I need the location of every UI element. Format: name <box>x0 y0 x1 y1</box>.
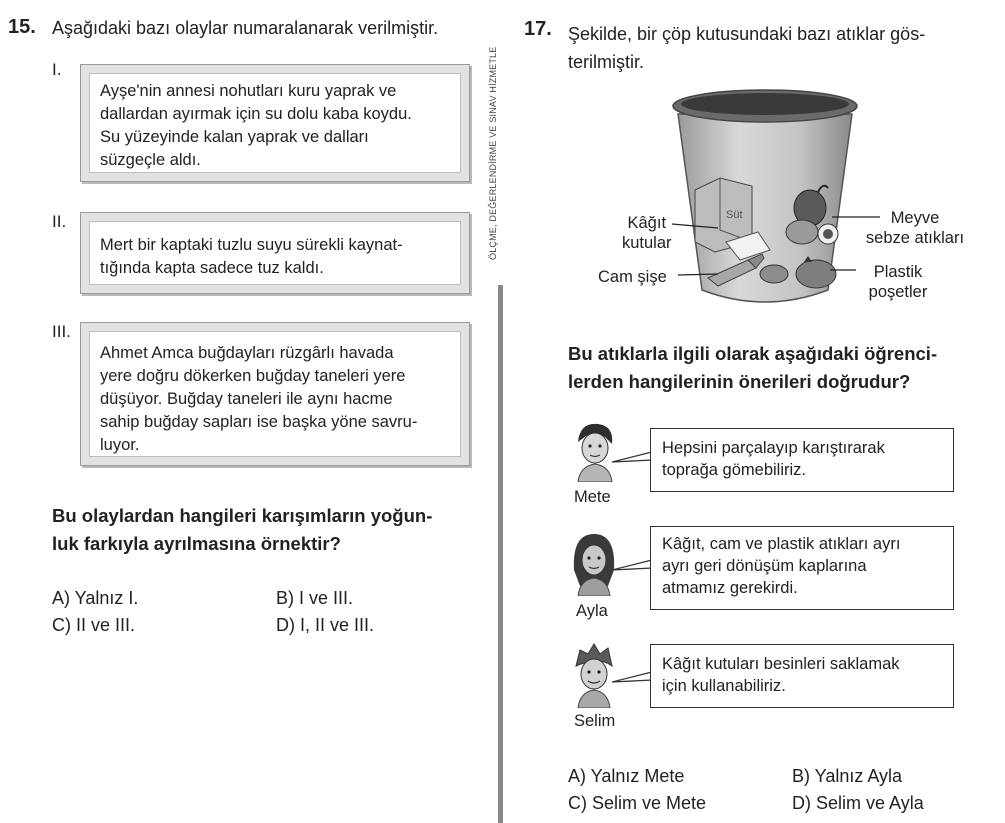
q17-option-b[interactable]: B) Yalnız Ayla <box>792 766 903 786</box>
speech-tail <box>612 668 654 688</box>
carton-text: Süt <box>726 209 743 221</box>
item-1-line: Ayşe'nin annesi nohutları kuru yaprak ve <box>100 82 397 100</box>
item-1-line: dallardan ayırmak için su dolu kaba koydu. <box>100 105 412 123</box>
student-name-mete: Mete <box>574 488 611 506</box>
q15-option-c[interactable]: C) II ve III. <box>52 615 136 635</box>
q15-question: Bu olaylardan hangileri karışımların yoğun- luk farkıyla ayrılmasına örnektir? <box>52 505 433 554</box>
speech-text-selim: Kâğıt kutuları besinleri saklamak için kullanabiliriz. <box>662 655 900 695</box>
item-1-line: Su yüzeyinde kalan yaprak ve dalları <box>100 128 369 146</box>
item-3-text <box>100 342 417 457</box>
item-1-line: süzgeçle aldı. <box>100 151 201 169</box>
item-2-text <box>100 234 403 280</box>
student-name-selim: Selim <box>574 712 616 730</box>
item-3-line: luyor. <box>100 436 140 454</box>
q17-number: 17. <box>524 18 552 40</box>
item-3-line: sahip buğday sapları ise başka yöne savru- <box>100 413 418 431</box>
student-name-ayla: Ayla <box>576 602 608 620</box>
q17-prompt: Şekilde, bir çöp kutusundaki bazı atıklar gös- terilmiştir. <box>568 24 926 72</box>
label-paper-cartons: Kâğıt kutular <box>622 214 672 252</box>
q15-number: 15. <box>8 16 36 38</box>
q17-option-d[interactable]: D) Selim ve Ayla <box>792 793 924 813</box>
label-plastic-bags: Plastik poşetler <box>868 263 928 301</box>
speech-text-mete: Hepsini parçalayıp karıştırarak toprağa gömebiliriz. <box>662 439 885 479</box>
column-divider <box>498 285 503 823</box>
q17-option-a[interactable]: A) Yalnız Mete <box>568 766 685 786</box>
item-2-line: Mert bir kaptaki tuzlu suyu sürekli kaynat- <box>100 236 403 254</box>
q17-option-c[interactable]: C) Selim ve Mete <box>568 793 707 813</box>
item-2-numeral: II. <box>52 212 67 231</box>
student-selim-avatar-icon <box>570 642 618 708</box>
item-3-line: düşüyor. Buğday taneleri ile aynı hacme <box>100 390 393 408</box>
bin-opening <box>681 93 849 115</box>
item-1-numeral: I. <box>52 60 62 79</box>
student-ayla-avatar-icon <box>570 530 618 596</box>
q15-option-d[interactable]: D) I, II ve III. <box>276 615 375 635</box>
item-3-line: Ahmet Amca buğdayları rüzgârlı havada <box>100 344 394 362</box>
item-3-line: yere doğru dökerken buğday taneleri yere <box>100 367 406 385</box>
label-glass-bottle: Cam şişe <box>598 268 667 286</box>
item-1-text <box>100 80 412 172</box>
speech-tail <box>612 448 654 468</box>
q15-option-b[interactable]: B) I ve III. <box>276 588 354 608</box>
label-fruit-waste: Meyve sebze atıkları <box>865 209 965 247</box>
speech-tail <box>612 556 654 576</box>
side-label: ÖLÇME, DEĞERLENDİRME VE SINAV HİZMETLE <box>488 46 498 260</box>
speech-text-ayla: Kâğıt, cam ve plastik atıkları ayrı ayrı geri dönüşüm kaplarına atmamız gerekirdi. <box>662 535 901 597</box>
q15-option-a[interactable]: A) Yalnız I. <box>52 588 139 608</box>
item-3-numeral: III. <box>52 322 71 341</box>
q17-question: Bu atıklarla ilgili olarak aşağıdaki öğrenci- lerden hangilerinin önerileri doğrudur? <box>568 343 938 392</box>
item-2-line: tığında kapta sadece tuz kaldı. <box>100 259 324 277</box>
q15-prompt: Aşağıdaki bazı olaylar numaralanarak verilmiştir. <box>52 18 439 38</box>
